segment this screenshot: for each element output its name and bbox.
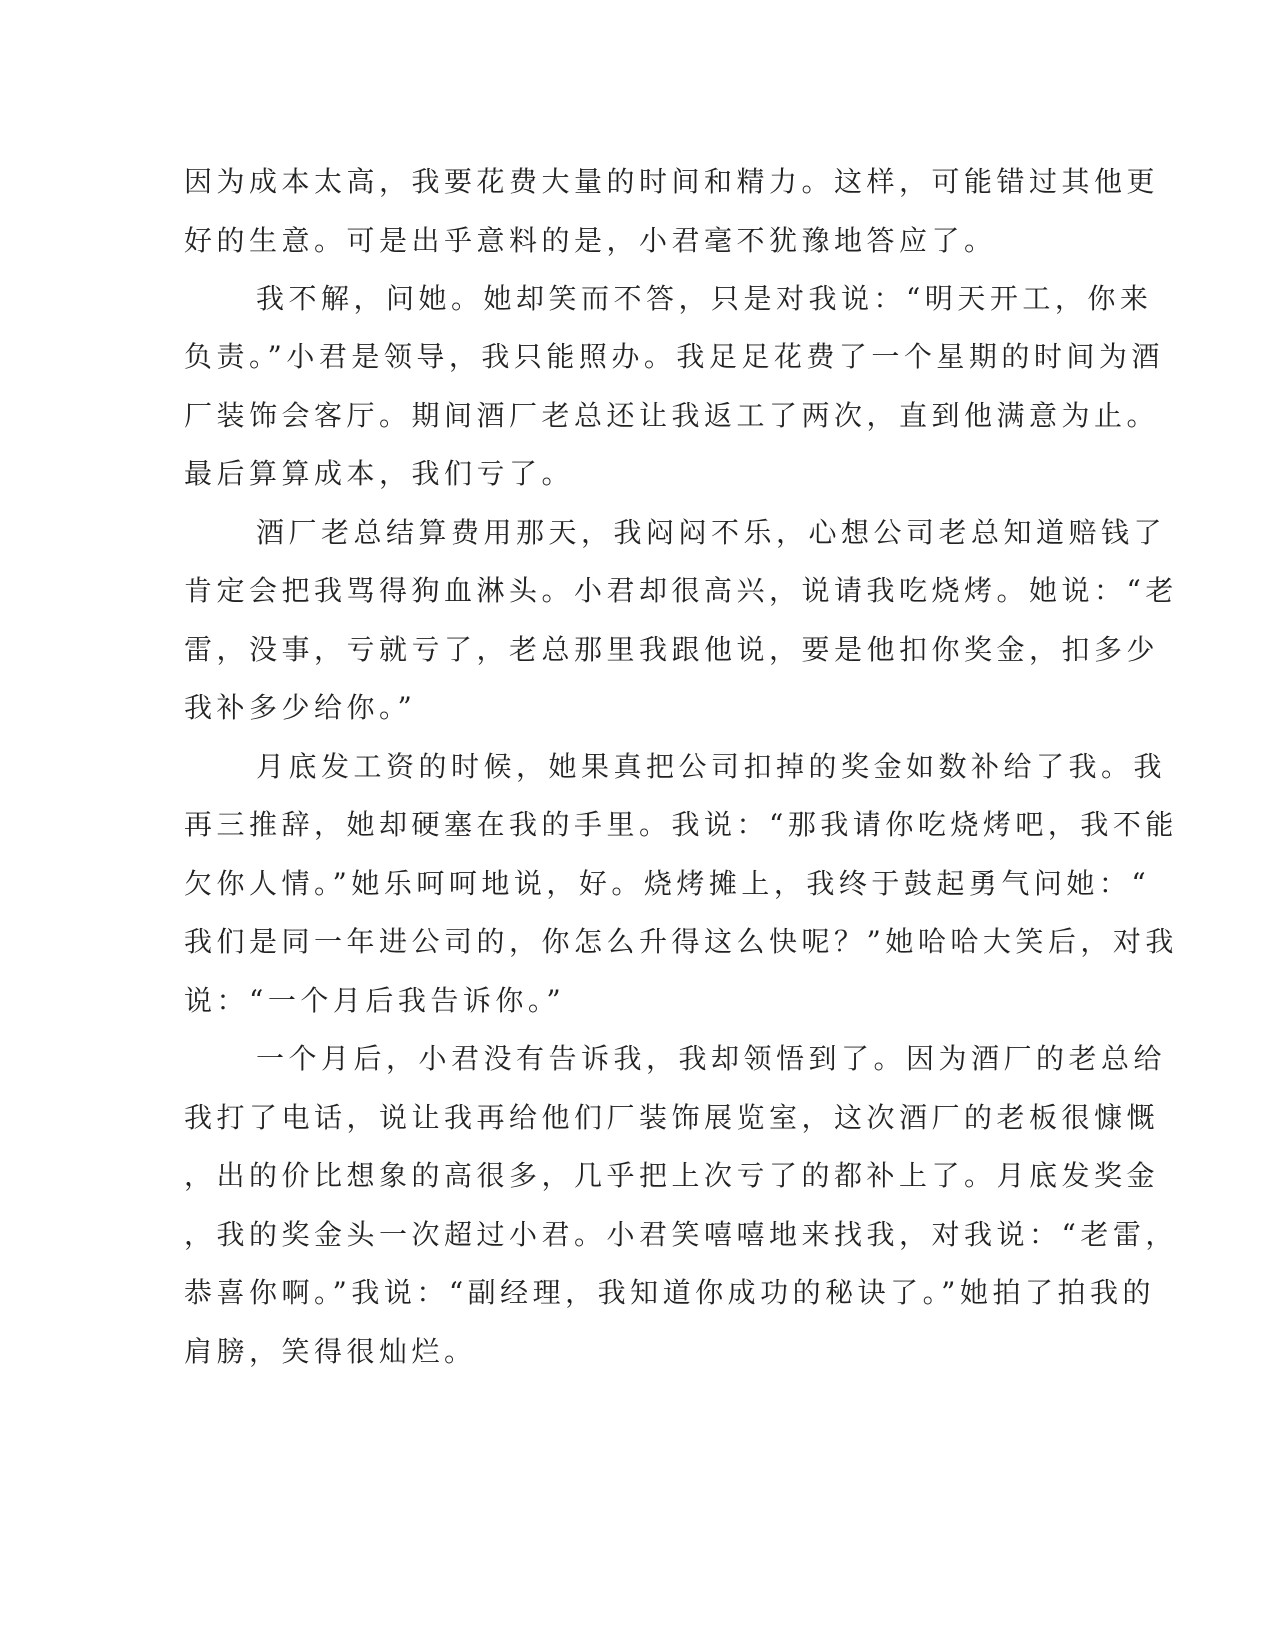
text-line: ，我的奖金头一次超过小君。小君笑嘻嘻地来找我，对我说：“老雷， <box>184 1218 1178 1251</box>
text-line: 好的生意。可是出乎意料的是，小君毫不犹豫地答应了。 <box>184 224 997 257</box>
text-line: 我打了电话，说让我再给他们厂装饰展览室，这次酒厂的老板很慷慨 <box>184 1101 1160 1134</box>
text-line: 我补多少给你。” <box>184 691 417 724</box>
text-line: 雷，没事，亏就亏了，老总那里我跟他说，要是他扣你奖金，扣多少 <box>184 633 1160 666</box>
paragraph-first-line: 酒厂老总结算费用那天，我闷闷不乐，心想公司老总知道赔钱了 <box>256 516 1167 549</box>
text-line: 恭喜你啊。”我说：“副经理，我知道你成功的秘诀了。”她拍了拍我的 <box>184 1276 1155 1309</box>
text-line: 我们是同一年进公司的，你怎么升得这么快呢？”她哈哈大笑后，对我 <box>184 925 1178 958</box>
paragraph-first-line: 一个月后，小君没有告诉我，我却领悟到了。因为酒厂的老总给 <box>256 1042 1167 1075</box>
text-line: 欠你人情。”她乐呵呵地说，好。烧烤摊上，我终于鼓起勇气问她：“ <box>184 867 1151 900</box>
text-line: 厂装饰会客厅。期间酒厂老总还让我返工了两次，直到他满意为止。 <box>184 399 1160 432</box>
text-line: 因为成本太高，我要花费大量的时间和精力。这样，可能错过其他更 <box>184 165 1160 198</box>
paragraph-first-line: 月底发工资的时候，她果真把公司扣掉的奖金如数补给了我。我 <box>256 750 1167 783</box>
text-line: 负责。”小君是领导，我只能照办。我足足花费了一个星期的时间为酒 <box>184 340 1164 373</box>
text-line: 说：“一个月后我告诉你。” <box>184 984 566 1017</box>
text-line: 肯定会把我骂得狗血淋头。小君却很高兴，说请我吃烧烤。她说：“老 <box>184 574 1178 607</box>
text-line: ，出的价比想象的高很多，几乎把上次亏了的都补上了。月底发奖金 <box>184 1159 1160 1192</box>
paragraph-first-line: 我不解，问她。她却笑而不答，只是对我说：“明天开工，你来 <box>256 282 1153 315</box>
text-line: 再三推辞，她却硬塞在我的手里。我说：“那我请你吃烧烤吧，我不能 <box>184 808 1178 841</box>
text-line: 最后算算成本，我们亏了。 <box>184 457 575 490</box>
text-line: 肩膀，笑得很灿烂。 <box>184 1335 477 1368</box>
